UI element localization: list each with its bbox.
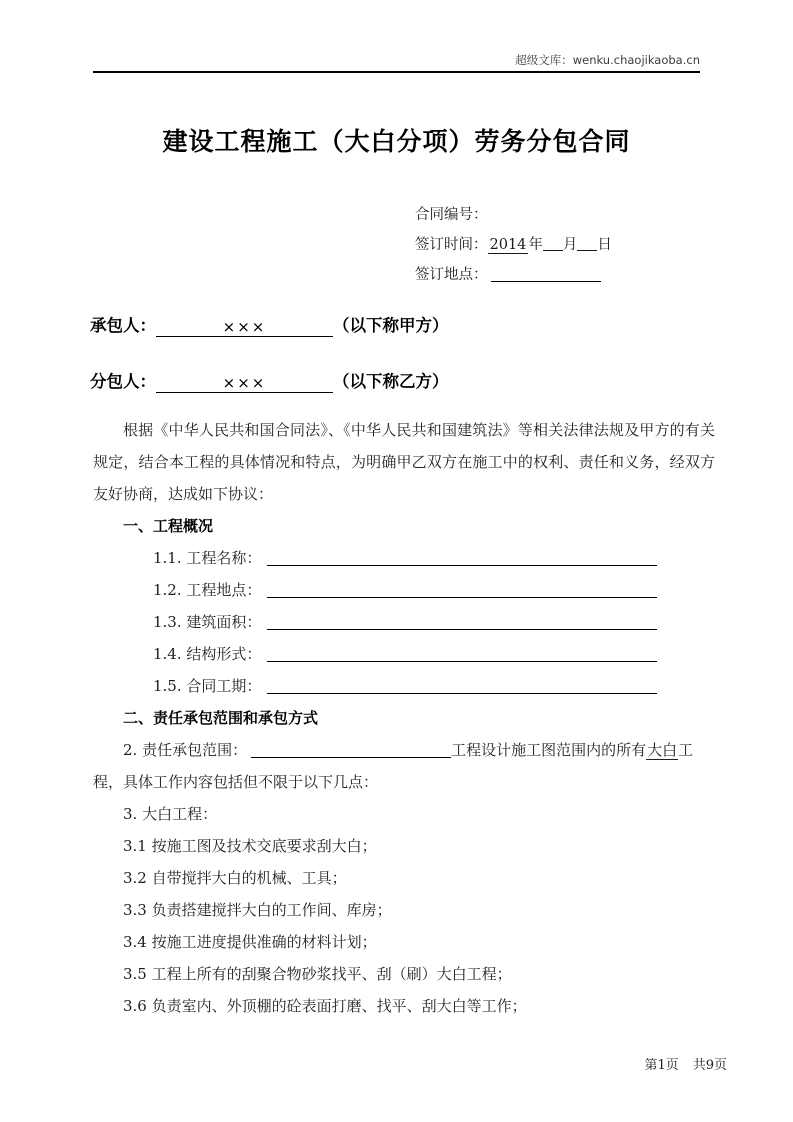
sign-time-row — [415, 230, 612, 260]
item-project-location — [93, 574, 715, 606]
section-two-heading: 二、责任承包范围和承包方式 — [123, 709, 319, 727]
item-contract-duration-blank[interactable] — [267, 693, 657, 694]
item-structure-type — [93, 638, 715, 670]
scope-paragraph — [93, 734, 715, 798]
page-footer — [0, 1054, 727, 1073]
item-project-name-label: 1.1. 工程名称： — [153, 549, 262, 567]
scope-tail-text: 工程，具体工作内容包括但不限于以下几点： — [93, 741, 694, 791]
preamble-paragraph: 根据《中华人民共和国合同法》、《中华人民共和国建筑法》等相关法律法规及甲方的有关规定，结合本工程的具体情况和特点，为明确甲乙双方在施工中的权利、责任和义务，经双方友好协商，达成如下协议： — [93, 421, 715, 503]
sign-place-label: 签订地点： — [415, 267, 488, 283]
item-floor-area-blank[interactable] — [267, 629, 657, 630]
scope-label: 2. 责任承包范围： — [123, 741, 248, 759]
list-item: 3.4 按施工进度提供准确的材料计划； — [123, 933, 377, 951]
header-watermark-text — [93, 52, 700, 71]
scope-blank[interactable] — [251, 757, 451, 758]
contract-number-label: 合同编号： — [415, 207, 488, 223]
subcontractor-label: 分包人： — [90, 372, 156, 391]
footer-total-pages: 共9页 — [692, 1058, 727, 1073]
contractor-label: 承包人： — [90, 316, 156, 335]
document-body — [93, 414, 715, 1022]
subcontractor-value[interactable]: ××× — [156, 374, 333, 393]
header-rule — [93, 71, 700, 73]
item-floor-area — [93, 606, 715, 638]
sign-place-blank[interactable] — [491, 281, 601, 282]
item-project-name — [93, 542, 715, 574]
contract-meta-block — [415, 200, 612, 290]
item-structure-type-label: 1.4. 结构形式： — [153, 645, 262, 663]
sign-time-year-unit: 年 — [528, 237, 543, 253]
sign-time-day-blank[interactable] — [577, 250, 597, 251]
list-item: 3.3 负责搭建搅拌大白的工作间、库房； — [123, 901, 392, 919]
contractor-alias: （以下称甲方） — [333, 316, 449, 335]
list-item: 3.2 自带搅拌大白的机械、工具； — [123, 869, 347, 887]
scope-text-after-blank: 工程设计施工图范围内的所有 — [451, 741, 647, 759]
scope-underlined-word: 大白 — [647, 741, 678, 759]
sign-place-row — [415, 260, 612, 290]
section-one-heading: 一、工程概况 — [123, 517, 214, 535]
sign-time-year-value[interactable]: 2014 — [489, 237, 527, 253]
list-item: 3.6 负责室内、外顶棚的砼表面打磨、找平、刮大白等工作； — [123, 997, 527, 1015]
subcontractor-alias: （以下称乙方） — [333, 372, 449, 391]
item-floor-area-label: 1.3. 建筑面积： — [153, 613, 262, 631]
item-project-name-blank[interactable] — [267, 565, 657, 566]
header-site-label: 超级文库： — [515, 53, 573, 67]
sign-time-label: 签订时间： — [415, 237, 488, 253]
sign-time-month-blank[interactable] — [543, 250, 563, 251]
item-contract-duration-label: 1.5. 合同工期： — [153, 677, 262, 695]
list-item: 3.1 按施工图及技术交底要求刮大白； — [123, 837, 377, 855]
contractor-value[interactable]: ××× — [156, 318, 333, 337]
page-header — [93, 52, 700, 73]
list-item: 3.5 工程上所有的刮聚合物砂浆找平、刮（刷）大白工程； — [123, 965, 512, 983]
sign-time-month-unit: 月 — [562, 237, 578, 253]
subcontractor-row — [90, 368, 449, 393]
footer-current-page: 第1页 — [644, 1058, 679, 1073]
item-contract-duration — [93, 670, 715, 702]
document-title: 建设工程施工（大白分项）劳务分包合同 — [162, 127, 631, 156]
header-site-url: wenku.chaojikaoba.cn — [572, 53, 700, 67]
sign-time-day-unit: 日 — [597, 237, 612, 253]
contract-number-row — [415, 200, 612, 230]
item-project-location-label: 1.2. 工程地点： — [153, 581, 262, 599]
subsection-three-heading: 3. 大白工程： — [123, 805, 218, 823]
item-structure-type-blank[interactable] — [267, 661, 657, 662]
contractor-row — [90, 312, 449, 337]
item-project-location-blank[interactable] — [267, 597, 657, 598]
